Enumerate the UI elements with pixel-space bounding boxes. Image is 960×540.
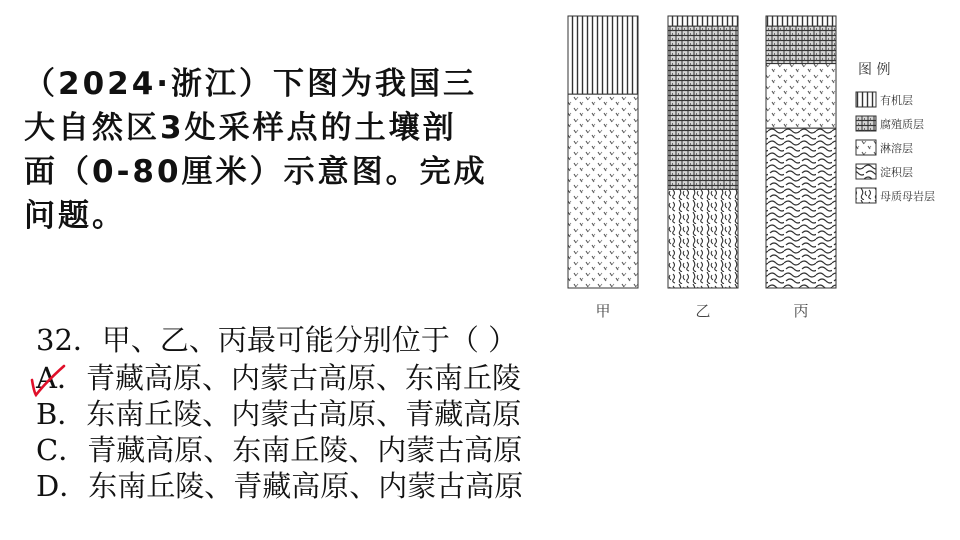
soil-layer (766, 128, 836, 288)
soil-layer (668, 26, 738, 189)
profile-column-3 (766, 16, 836, 288)
soil-profile-figure (560, 8, 950, 328)
profile-column-1 (568, 16, 638, 288)
option-c[interactable]: C．青藏高原、东南丘陵、内蒙古高原 (36, 433, 523, 467)
soil-layer (766, 16, 836, 26)
intro-line-3: 面（0-80厘米）示意图。完成 (24, 154, 488, 190)
soil-layer (568, 16, 638, 94)
legend-swatch (856, 164, 876, 179)
legend-label: 淋溶层 (880, 142, 913, 155)
option-a[interactable]: A．青藏高原、内蒙古高原、东南丘陵 (36, 361, 521, 395)
figure-legend (856, 62, 935, 203)
legend-label: 母质母岩层 (880, 190, 935, 203)
profile-label: 甲 (595, 302, 611, 320)
check-mark-icon (24, 362, 72, 402)
legend-swatch (856, 140, 876, 155)
legend-label: 有机层 (880, 94, 913, 107)
intro-line-2: 大自然区3处采样点的土壤剖 (24, 110, 457, 146)
intro-line-4: 问题。 (24, 198, 126, 234)
legend-swatch (856, 92, 876, 107)
legend-label: 腐殖质层 (880, 118, 924, 131)
legend-swatch (856, 116, 876, 131)
soil-layer (668, 16, 738, 26)
legend-swatch (856, 188, 876, 203)
soil-layer (766, 64, 836, 129)
profile-label: 丙 (793, 302, 809, 320)
soil-layer (568, 94, 638, 288)
intro-line-1: （2024·浙江）下图为我国三 (24, 66, 478, 102)
legend-label: 淀积层 (880, 166, 913, 179)
answer-options (36, 360, 523, 504)
profile-labels (595, 302, 808, 320)
intro-text (24, 62, 524, 238)
option-d[interactable]: D．东南丘陵、青藏高原、内蒙古高原 (36, 469, 524, 503)
profile-column-2 (668, 16, 738, 288)
question-stem: 32．甲、乙、丙最可能分别位于（ ） (36, 323, 518, 357)
soil-layer (766, 26, 836, 63)
legend-title: 图 例 (858, 62, 891, 78)
soil-layer (668, 189, 738, 288)
option-b[interactable]: B．东南丘陵、内蒙古高原、青藏高原 (36, 397, 522, 431)
profile-label: 乙 (695, 302, 711, 320)
profile-columns (568, 16, 836, 288)
